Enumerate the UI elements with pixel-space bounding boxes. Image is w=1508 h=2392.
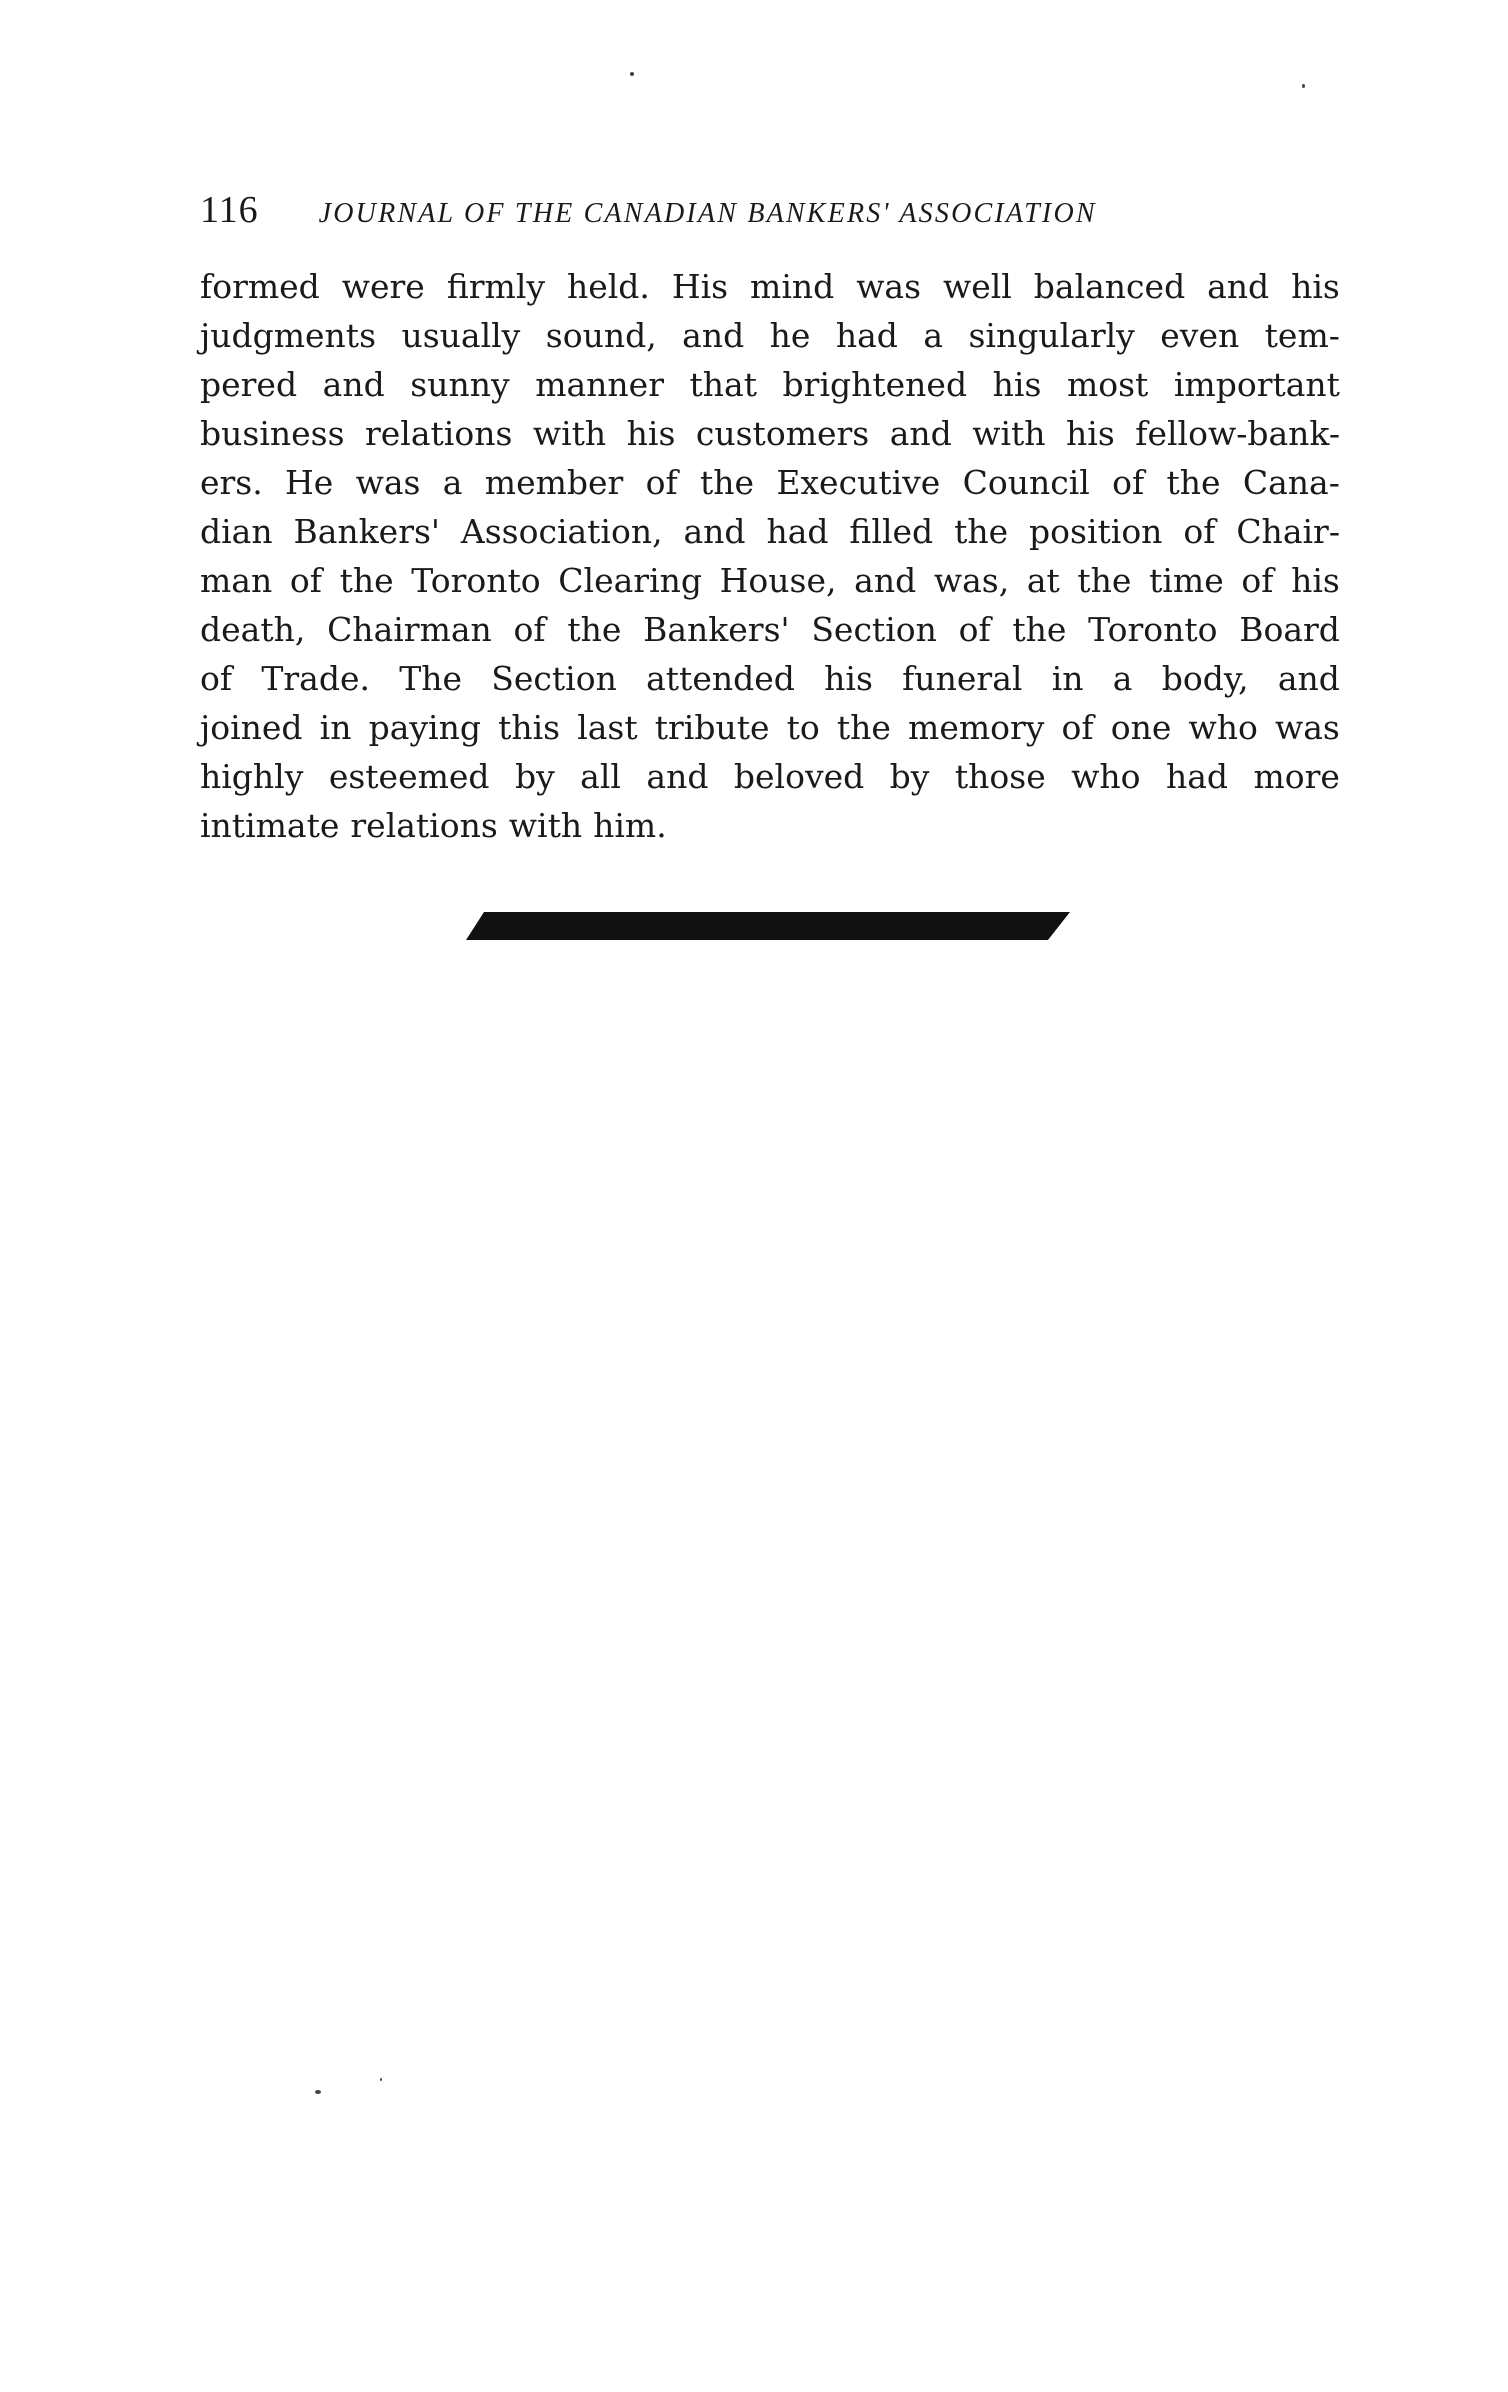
word: The (399, 659, 463, 698)
word: all (580, 757, 621, 796)
word: he (769, 316, 811, 355)
word: mind (750, 267, 835, 306)
word: of (1061, 708, 1094, 747)
word: relations (365, 414, 513, 453)
word: Bankers' (293, 512, 440, 551)
body-paragraph (200, 262, 1340, 850)
word: to (786, 708, 820, 747)
word: esteemed (328, 757, 490, 796)
word: a (442, 463, 463, 502)
end-rule-ornament (466, 906, 1070, 946)
word: and (1207, 267, 1270, 306)
word: formed (200, 267, 320, 306)
word: well (942, 267, 1012, 306)
text-line (200, 360, 1340, 409)
word: House, (719, 561, 837, 600)
word: one (1110, 708, 1172, 747)
text-line (200, 458, 1340, 507)
word: the (567, 610, 622, 649)
word: balanced (1033, 267, 1186, 306)
word: that (689, 365, 757, 404)
text-line (200, 703, 1340, 752)
word: memory (908, 708, 1045, 747)
word: Trade. (261, 659, 370, 698)
word: body, (1161, 659, 1249, 698)
word: had (1165, 757, 1229, 796)
word: with (508, 806, 583, 845)
word: tribute (654, 708, 770, 747)
word: customers (695, 414, 870, 453)
scan-speck (380, 2078, 382, 2081)
word: by (889, 757, 930, 796)
word: even (1160, 316, 1240, 355)
scan-speck (315, 2090, 321, 2094)
word: his (626, 414, 676, 453)
word: tem- (1264, 316, 1340, 355)
word: of (958, 610, 991, 649)
word: Bankers' (643, 610, 790, 649)
word: this (498, 708, 561, 747)
word: his (992, 365, 1042, 404)
word: and (889, 414, 952, 453)
word: the (339, 561, 394, 600)
word: his (1291, 561, 1340, 600)
word: sunny (410, 365, 510, 404)
word: with (972, 414, 1046, 453)
word: of (200, 659, 233, 698)
word: Chairman (327, 610, 492, 649)
word: His (671, 267, 729, 306)
word: dian (200, 512, 273, 551)
word: was (1275, 708, 1340, 747)
word: filled (849, 512, 934, 551)
word: ers. (200, 463, 263, 502)
word: those (954, 757, 1046, 796)
word: his (824, 659, 873, 698)
word: held. (566, 267, 650, 306)
word: singularly (968, 316, 1135, 355)
word: Section (811, 610, 937, 649)
word: joined (200, 708, 303, 747)
word: usually (401, 316, 521, 355)
word: and (854, 561, 917, 600)
text-line (200, 262, 1340, 311)
text-line-last (200, 801, 1340, 850)
scan-speck (1302, 84, 1305, 88)
word: in (1051, 659, 1084, 698)
word: pered (200, 365, 298, 404)
word: death, (200, 610, 306, 649)
word: and (322, 365, 385, 404)
word: who (1071, 757, 1141, 796)
word: were (341, 267, 425, 306)
word: the (1166, 463, 1221, 502)
scan-speck (630, 72, 634, 76)
word: funeral (902, 659, 1023, 698)
text-line (200, 605, 1340, 654)
word: attended (646, 659, 795, 698)
word: Chair- (1236, 512, 1340, 551)
word: of (645, 463, 678, 502)
word: him. (593, 806, 667, 845)
word: Executive (776, 463, 941, 502)
word: beloved (733, 757, 865, 796)
word: most (1066, 365, 1149, 404)
word: fellow-bank- (1135, 414, 1340, 453)
journal-title: JOURNAL OF THE CANADIAN BANKERS' ASSOCIATION (318, 198, 1097, 229)
word: manner (535, 365, 664, 404)
word: of (1112, 463, 1145, 502)
word: Council (962, 463, 1090, 502)
word: Association, (460, 512, 663, 551)
word: judgments (200, 316, 377, 355)
word: of (289, 561, 322, 600)
word: and (683, 512, 746, 551)
word: intimate (200, 806, 340, 845)
text-line (200, 507, 1340, 556)
word: position (1029, 512, 1163, 551)
word: the (836, 708, 891, 747)
word: brightened (782, 365, 968, 404)
word: and (1277, 659, 1340, 698)
word: more (1253, 757, 1340, 796)
word: sound, (545, 316, 657, 355)
word: last (577, 708, 638, 747)
word: had (835, 316, 898, 355)
word: his (1066, 414, 1115, 453)
word: in (319, 708, 352, 747)
word: important (1173, 365, 1340, 404)
word: of (513, 610, 546, 649)
word: by (514, 757, 555, 796)
word: time (1149, 561, 1224, 600)
running-head (200, 188, 1340, 238)
word: of (1183, 512, 1216, 551)
word: a (1112, 659, 1133, 698)
word: was (355, 463, 421, 502)
word: with (532, 414, 607, 453)
word: He (285, 463, 334, 502)
word: Cana- (1242, 463, 1340, 502)
word: paying (368, 708, 481, 747)
word: man (200, 561, 273, 600)
word: the (700, 463, 755, 502)
word: a (923, 316, 944, 355)
word: his (1291, 267, 1340, 306)
word: Toronto (411, 561, 541, 600)
word: who (1188, 708, 1258, 747)
text-line (200, 654, 1340, 703)
word: Section (491, 659, 617, 698)
word: firmly (446, 267, 546, 306)
word: Board (1239, 610, 1340, 649)
word: at (1026, 561, 1060, 600)
word: Clearing (558, 561, 702, 600)
text-line (200, 409, 1340, 458)
word: and (682, 316, 745, 355)
text-line (200, 556, 1340, 605)
text-line (200, 311, 1340, 360)
word: the (1077, 561, 1132, 600)
word: and (646, 757, 709, 796)
word: of (1241, 561, 1274, 600)
word: business (200, 414, 345, 453)
word: Toronto (1088, 610, 1218, 649)
word: member (484, 463, 624, 502)
word: was (856, 267, 922, 306)
word: the (1012, 610, 1067, 649)
word: had (766, 512, 829, 551)
page-number: 116 (200, 189, 259, 231)
word: relations (350, 806, 498, 845)
word: the (954, 512, 1009, 551)
text-line (200, 752, 1340, 801)
word: was, (933, 561, 1010, 600)
word: highly (200, 757, 304, 796)
